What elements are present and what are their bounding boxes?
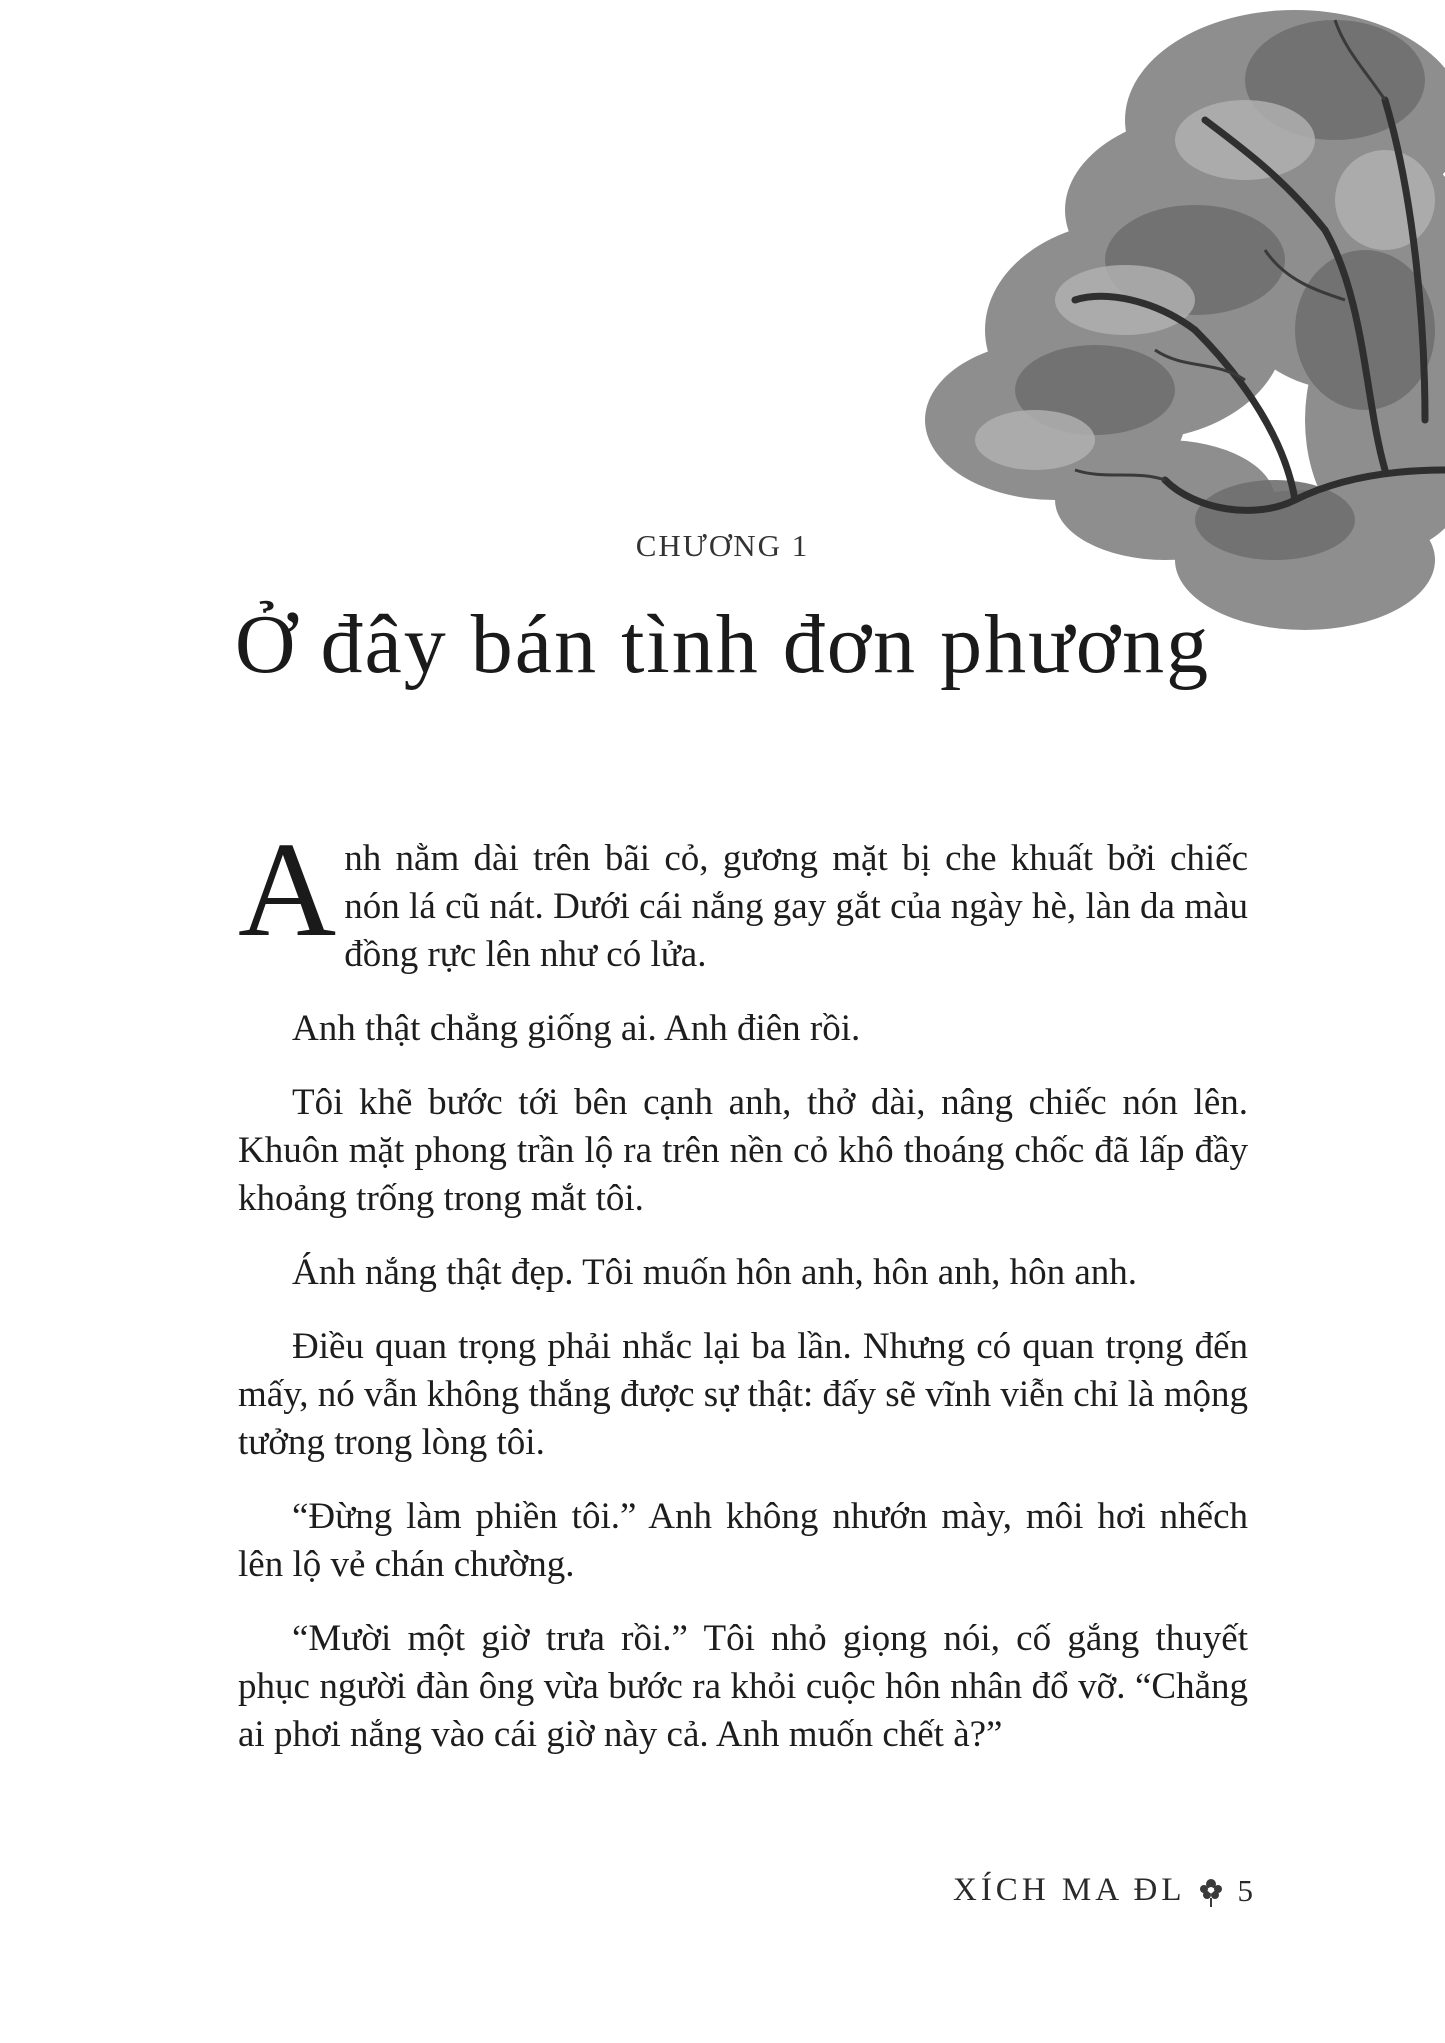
chapter-label: CHƯƠNG 1 (635, 528, 810, 563)
paragraph-6: “Đừng làm phiền tôi.” Anh không nhướn mày, môi hơi nhếch lên lộ vẻ chán chường. (238, 1496, 1248, 1585)
paragraph-7: “Mười một giờ trưa rồi.” Tôi nhỏ giọng nói, cố gắng thuyết phục người đàn ông vừa bước ra khỏi cuộc hôn nhân đổ vỡ. “Chẳng ai phơi nắng vào cái giờ này cả. Anh muốn chết à?” (238, 1618, 1248, 1755)
page-number: 5 (1237, 1872, 1253, 1908)
drop-cap: A (238, 815, 337, 965)
paragraph-2: Anh thật chẳng giống ai. Anh điên rồi. (292, 1008, 861, 1049)
flower-icon (1194, 1874, 1228, 1908)
paragraph-3: Tôi khẽ bước tới bên cạnh anh, thở dài, nâng chiếc nón lên. Khuôn mặt phong trần lộ ra trên nền cỏ khô thoáng chốc đã lấp đầy khoảng trống trong mắt tôi. (238, 1082, 1248, 1219)
publisher-logo: XÍCH MA ĐL (952, 1872, 1186, 1908)
chapter-title: Ở đây bán tình đơn phương (234, 598, 1211, 691)
paragraph-1 (238, 815, 1248, 979)
paragraph-4: Ánh nắng thật đẹp. Tôi muốn hôn anh, hôn anh, hôn anh. (292, 1252, 1138, 1293)
paragraph-1-text: nh nằm dài trên bãi cỏ, gương mặt bị che khuất bởi chiếc nón lá cũ nát. Dưới cái nắng gay gắt của ngày hè, làn da màu đồng rực lên như có lửa. (344, 838, 1248, 975)
paragraph-5: Điều quan trọng phải nhắc lại ba lần. Nhưng có quan trọng đến mấy, nó vẫn không thắng được sự thật: đấy sẽ vĩnh viễn chỉ là mộng tưởng trong lòng tôi. (238, 1326, 1248, 1463)
page-footer (953, 1872, 1253, 1909)
chapter-body (238, 815, 1248, 1785)
